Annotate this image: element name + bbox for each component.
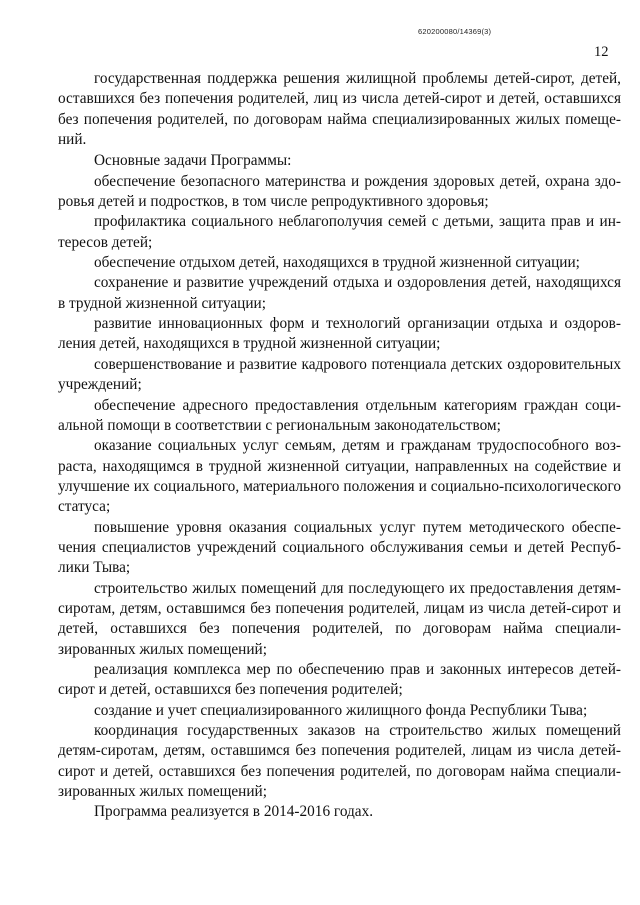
paragraph-rest-provision: обеспечение отдыхом детей, находящихся в трудной жизненной ситуации;: [94, 254, 580, 272]
paragraph-main-tasks-heading: Основные задачи Программы:: [94, 152, 292, 170]
paragraph-institutions-preservation: сохранение и развитие учреждений отдыха и оздоровления детей, находящихся в трудной жизненной ситуации;: [58, 274, 621, 312]
paragraph-rights-measures: реализация комплекса мер по обеспечению прав и законных интересов детей-сирот и детей, оставшихся без попечения родителей;: [58, 660, 621, 699]
paragraph-coordination: координация государственных заказов на строительство жилых помещений детям-сиротам, детям, оставшимся без попечения родителей, лицам из числа детей-сирот и детей, оставшихся без попечения родителей, по договорам найма специализированных жилых помещений;: [58, 722, 621, 801]
paragraph-social-services: оказание социальных услуг семьям, детям и гражданам трудоспособного возраста, находящимся в трудной жизненной ситуации, направленных на содействие и улучшение их социального, материального положения и социально-психологического статуса;: [58, 437, 621, 516]
paragraph-state-support: государственная поддержка решения жилищной проблемы детей-сирот, детей, оставшихся без попечения родителей, лиц из числа детей-сирот и детей, оставшихся без попечения родителей, по договорам найма специализированных жилых помещений.: [58, 70, 621, 149]
paragraph-housing-fund: создание и учет специализированного жилищного фонда Республики Тыва;: [94, 701, 588, 719]
paragraph-safe-motherhood: обеспечение безопасного материнства и рождения здоровых детей, охрана здоровья детей и подростков, в том числе репродуктивного здоровья;: [58, 172, 621, 211]
document-code: 620200080/14369(3): [418, 27, 492, 36]
paragraph-targeted-assistance: обеспечение адресного предоставления отдельным категориям граждан социальной помощи в соответствии с региональным законодательством;: [58, 396, 621, 434]
paragraph-prevention: профилактика социального неблагополучия семей с детьми, защита прав и интересов детей;: [58, 213, 621, 251]
paragraph-program-period: Программа реализуется в 2014-2016 годах.: [94, 803, 374, 821]
paragraph-service-level: повышение уровня оказания социальных услуг путем методического обеспечения специалистов учреждений социального обслуживания семьи и детей Республики Тыва;: [58, 518, 621, 577]
document-body: [58, 69, 621, 823]
paragraph-staff-development: совершенствование и развитие кадрового потенциала детских оздоровительных учреждений;: [58, 355, 621, 394]
paragraph-innovative-forms: развитие инновационных форм и технологий организации отдыха и оздоровления детей, находящихся в трудной жизненной ситуации;: [58, 315, 621, 353]
page-number: 12: [594, 44, 609, 60]
paragraph-housing-construction: строительство жилых помещений для последующего их предоставления детям-сиротам, детям, оставшимся без попечения родителей, лицам из числа детей-сирот и детей, оставшихся без попечения родителей, по договорам найма специализированных жилых помещений;: [58, 579, 621, 658]
